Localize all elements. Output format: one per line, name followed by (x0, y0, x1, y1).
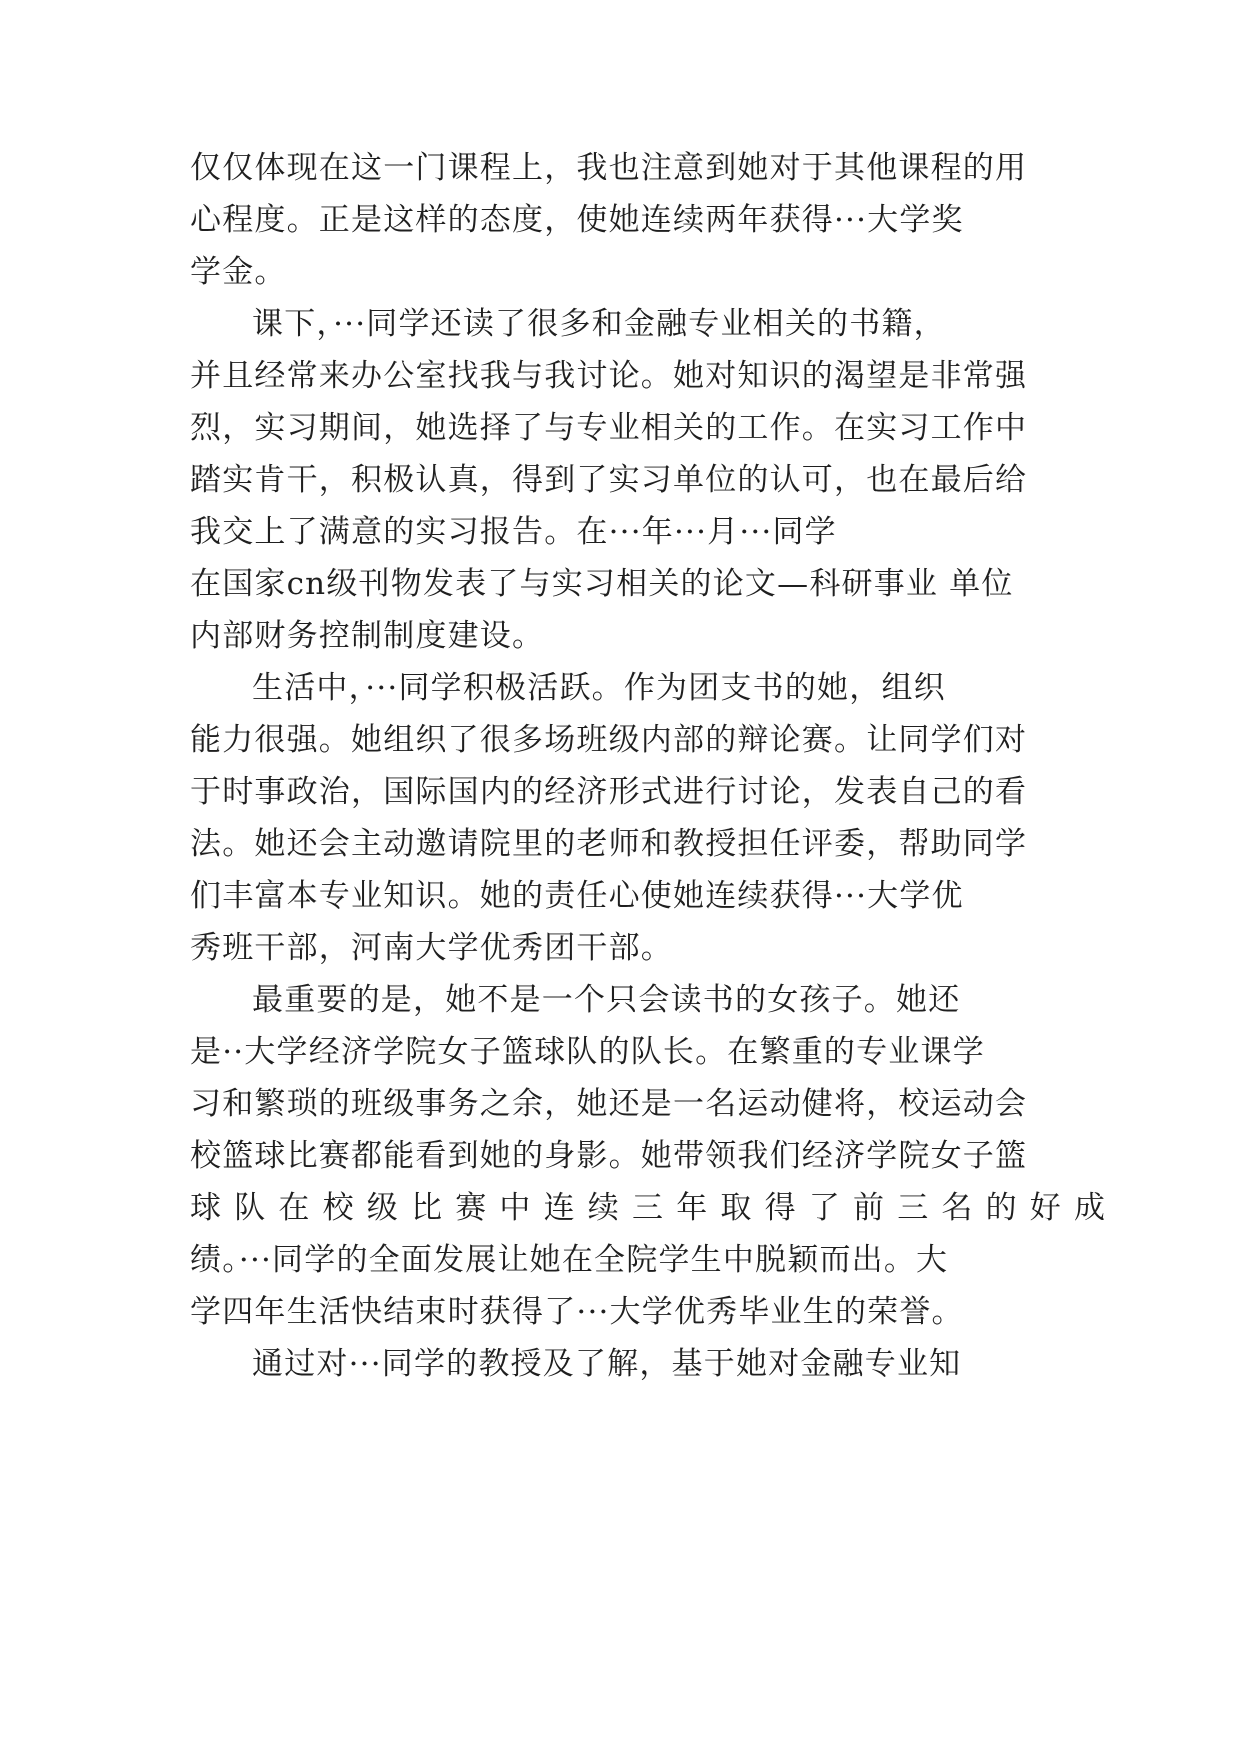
paragraph-line: 烈，实习期间，她选择了与专业相关的工作。在实习工作中 (190, 410, 1028, 446)
paragraph-line: 校篮球比赛都能看到她的身影。她带领我们经济学院女子篮 (190, 1138, 1028, 1174)
paragraph-line: 们丰富本专业知识。她的责任心使她连续获得···大学优 (190, 878, 964, 914)
paragraph-line: 内部财务控制制度建设。 (190, 618, 545, 654)
paragraph-line: 我交上了满意的实习报告。在···年···月···同学 (190, 514, 837, 550)
paragraph-line: 能力很强。她组织了很多场班级内部的辩论赛。让同学们对 (190, 722, 1028, 758)
paragraph-first-line: 最重要的是，她不是一个只会读书的女孩子。她还 (252, 982, 961, 1018)
paragraph-line: 仅仅体现在这一门课程上，我也注意到她对于其他课程的用 (190, 150, 1028, 186)
paragraph-first-line: 课下，···同学还读了很多和金融专业相关的书籍， (252, 306, 946, 342)
paragraph-line: 是··大学经济学院女子篮球队的队长。在繁重的专业课学 (190, 1034, 985, 1070)
paragraph-line: 并且经常来办公室找我与我讨论。她对知识的渴望是非常强 (190, 358, 1028, 394)
paragraph-line: 于时事政治，国际国内的经济形式进行讨论，发表自己的看 (190, 774, 1028, 810)
paragraph-line: 秀班干部，河南大学优秀团干部。 (190, 930, 673, 966)
paragraph-line: 踏实肯干，积极认真，得到了实习单位的认可，也在最后给 (190, 462, 1028, 498)
paragraph-line: 学金。 (190, 254, 287, 290)
paragraph-line: 法。她还会主动邀请院里的老师和教授担任评委，帮助同学 (190, 826, 1028, 862)
paragraph-line: 心程度。正是这样的态度，使她连续两年获得···大学奖 (190, 202, 964, 238)
paragraph-line: 在国家cn级刊物发表了与实习相关的论文—科研事业 单位 (190, 566, 1014, 602)
paragraph-line: 绩。···同学的全面发展让她在全院学生中脱颖而出。大 (190, 1242, 949, 1278)
paragraph-line: 习和繁琐的班级事务之余，她还是一名运动健将，校运动会 (190, 1086, 1028, 1122)
paragraph-line: 球队在校级比赛中连续三年取得了前三名的好成 (190, 1190, 1119, 1226)
paragraph-first-line: 生活中，···同学积极活跃。作为团支书的她，组织 (252, 670, 946, 706)
paragraph-first-line: 通过对···同学的教授及了解，基于她对金融专业知 (252, 1346, 962, 1382)
paragraph-line: 学四年生活快结束时获得了···大学优秀毕业生的荣誉。 (190, 1294, 964, 1330)
